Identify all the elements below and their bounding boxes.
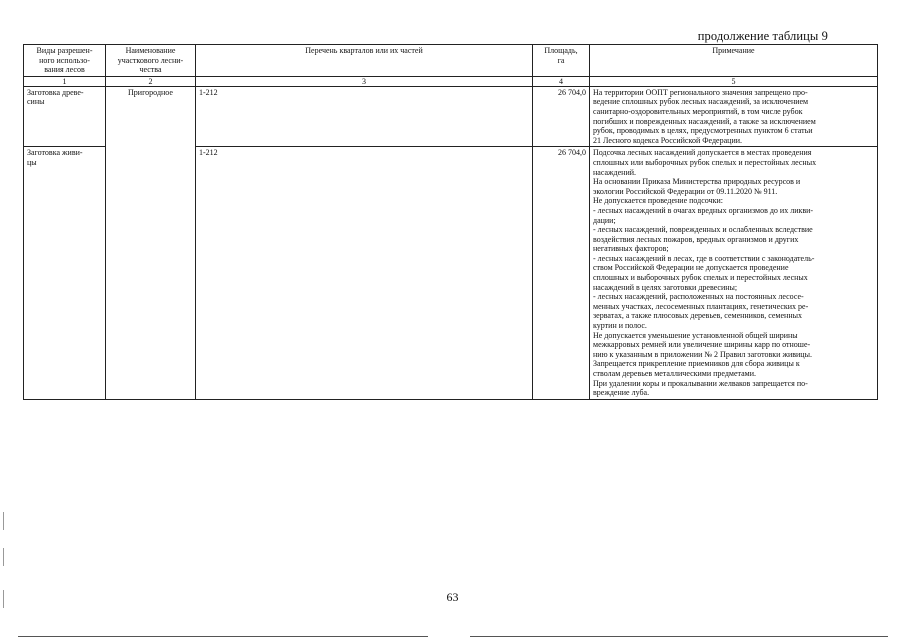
forestry-name-cell: Пригородное [106, 86, 196, 399]
use-type-cell: Заготовка древе- сины [24, 86, 106, 147]
header-note: Примечание [590, 45, 878, 77]
forest-use-table [23, 44, 878, 400]
header-quarters-list: Перечень кварталов или их частей [196, 45, 533, 77]
page-edge-mark [3, 512, 4, 530]
page-edge-line [18, 636, 428, 637]
column-number: 3 [196, 76, 533, 86]
page-edge-line [470, 636, 888, 637]
table-continuation-label: продолжение таблицы 9 [697, 29, 828, 43]
note-cell: На территории ООПТ регионального значения запрещено про- ведение сплошных рубок лесных насаждений, за исключением санитарно-оздоровительных мероприятий, в том числе рубок погибших и поврежденных насаждений, а также за исключением рубок, проводимых в целях, предусмотренных пунктом 6 статьи 21 Лесного кодекса Российской Федерации. [590, 86, 878, 147]
page-edge-mark [3, 548, 4, 566]
column-number: 2 [106, 76, 196, 86]
header-area: Площадь, га [533, 45, 590, 77]
area-cell: 26 704,0 [533, 147, 590, 399]
header-forestry-name: Наименование участкового лесни- чества [106, 45, 196, 77]
column-number: 4 [533, 76, 590, 86]
table-header-row [24, 45, 878, 77]
table-row [24, 86, 878, 147]
column-number-row [24, 76, 878, 86]
note-cell: Подсочка лесных насаждений допускается в местах проведения сплошных или выборочных рубок спелых и перестойных лесных насаждений. На основании Приказа Министерства природных ресурсов и экологии Российской Федерации от 09.11.2020 № 911. Не допускается проведение подсочки: - лесных насаждений в очагах вредных организмов до их ликви- дации; - лесных насаждений, поврежденных и ослабленных вследствие воздействия лесных пожаров, вредных организмов и других негативных факторов; - лесных насаждений в лесах, где в соответствии с законодатель- ством Российской Федерации не допускается проведение сплошных и выборочных рубок спелых и перестойных лесных насаждений в целях заготовки древесины; - лесных насаждений, расположенных на постоянных лесосе- менных участках, лесосеменных плантациях, генетических ре- зерватах, а также плюсовых деревьев, семенников, семенных куртин и полос. Не допускается уменьшение установленной общей ширины межкарровых ремней или увеличение ширины карр по отноше- нию к указанным в приложении № 2 Правил заготовки живицы. Запрещается прикрепление приемников для сбора живицы к стволам деревьев металлическими предметами. При удалении коры и прокалывании желваков запрещается по- вреждение луба. [590, 147, 878, 399]
quarters-cell: 1-212 [196, 147, 533, 399]
column-number: 5 [590, 76, 878, 86]
page-edge-mark [3, 590, 4, 608]
page-number: 63 [446, 590, 459, 604]
use-type-cell: Заготовка живи- цы [24, 147, 106, 399]
area-cell: 26 704,0 [533, 86, 590, 147]
header-use-type: Виды разрешен- ного использо- вания лесов [24, 45, 106, 77]
column-number: 1 [24, 76, 106, 86]
quarters-cell: 1-212 [196, 86, 533, 147]
